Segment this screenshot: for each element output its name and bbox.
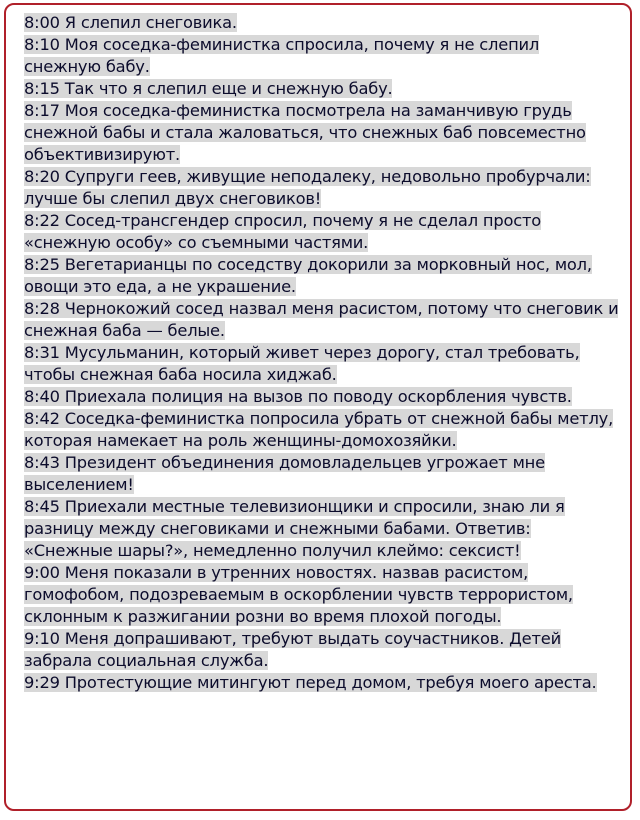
entry-text: Моя соседка-феминистка посмотрела на заманчивую грудь снежной бабы и стала жаловаться, что снежных баб повсеместно объективизируют. xyxy=(24,101,586,164)
entry-text: Сосед-трансгендер спросил, почему я не сделал просто «снежную особу» со съемными частями. xyxy=(24,211,542,252)
entry-time: 8:00 xyxy=(24,13,60,32)
timeline-entry xyxy=(24,12,620,34)
entry-text: Я слепил снеговика. xyxy=(64,13,237,32)
timeline-entry xyxy=(24,298,620,342)
timeline-entry xyxy=(24,166,620,210)
timeline-entry xyxy=(24,452,620,496)
entry-time: 8:10 xyxy=(24,35,60,54)
entry-time: 8:31 xyxy=(24,343,60,362)
entry-time: 8:15 xyxy=(24,79,60,98)
entry-text: Соседка-феминистка попросила убрать от снежной бабы метлу, которая намекает на роль женщины-домохозяйки. xyxy=(24,409,614,450)
document-frame xyxy=(4,3,632,811)
entry-time: 8:20 xyxy=(24,167,60,186)
timeline-entry xyxy=(24,628,620,672)
timeline-entry xyxy=(24,254,620,298)
entry-time: 8:22 xyxy=(24,211,60,230)
timeline-list xyxy=(24,12,620,694)
entry-time: 8:25 xyxy=(24,255,60,274)
entry-text: Супруги геев, живущие неподалеку, недовольно пробурчали: лучше бы слепил двух снеговиков! xyxy=(24,167,591,208)
entry-time: 9:00 xyxy=(24,563,60,582)
timeline-entry xyxy=(24,342,620,386)
timeline-entry xyxy=(24,408,620,452)
timeline-entry xyxy=(24,496,620,562)
timeline-entry xyxy=(24,562,620,628)
entry-text: Приехали местные телевизионщики и спросили, знаю ли я разницу между снеговиками и снежными бабами. Ответив: «Снежные шары?», немедленно получил клеймо: сексист! xyxy=(24,497,565,560)
timeline-entry xyxy=(24,210,620,254)
entry-text: Мусульманин, который живет через дорогу, стал требовать, чтобы снежная баба носила хиджаб. xyxy=(24,343,580,384)
timeline-entry xyxy=(24,386,620,408)
entry-text: Так что я слепил еще и снежную бабу. xyxy=(64,79,393,98)
entry-text: Чернокожий сосед назвал меня расистом, потому что снеговик и снежная баба — белые. xyxy=(24,299,619,340)
timeline-entry xyxy=(24,672,620,694)
timeline-entry xyxy=(24,100,620,166)
entry-text: Меня допрашивают, требуют выдать соучастников. Детей забрала социальная служба. xyxy=(24,629,561,670)
entry-text: Президент объединения домовладельцев угрожает мне выселением! xyxy=(24,453,545,494)
entry-text: Моя соседка-феминистка спросила, почему я не слепил снежную бабу. xyxy=(24,35,540,76)
entry-time: 8:42 xyxy=(24,409,60,428)
entry-time: 8:28 xyxy=(24,299,60,318)
entry-text: Меня показали в утренних новостях. назвав расистом, гомофобом, подозреваемым в оскорблении чувств террористом, склонным к разжигании розни во время плохой погоды. xyxy=(24,563,573,626)
entry-text: Вегетарианцы по соседству докорили за морковный нос, мол, овощи это еда, а не украшение. xyxy=(24,255,592,296)
entry-time: 9:10 xyxy=(24,629,60,648)
entry-time: 8:40 xyxy=(24,387,60,406)
entry-text: Приехала полиция на вызов по поводу оскорбления чувств. xyxy=(64,387,572,406)
timeline-entry xyxy=(24,78,620,100)
entry-time: 8:17 xyxy=(24,101,60,120)
entry-time: 9:29 xyxy=(24,673,60,692)
timeline-entry xyxy=(24,34,620,78)
entry-time: 8:43 xyxy=(24,453,60,472)
entry-time: 8:45 xyxy=(24,497,60,516)
entry-text: Протестующие митингуют перед домом, требуя моего ареста. xyxy=(64,673,597,692)
